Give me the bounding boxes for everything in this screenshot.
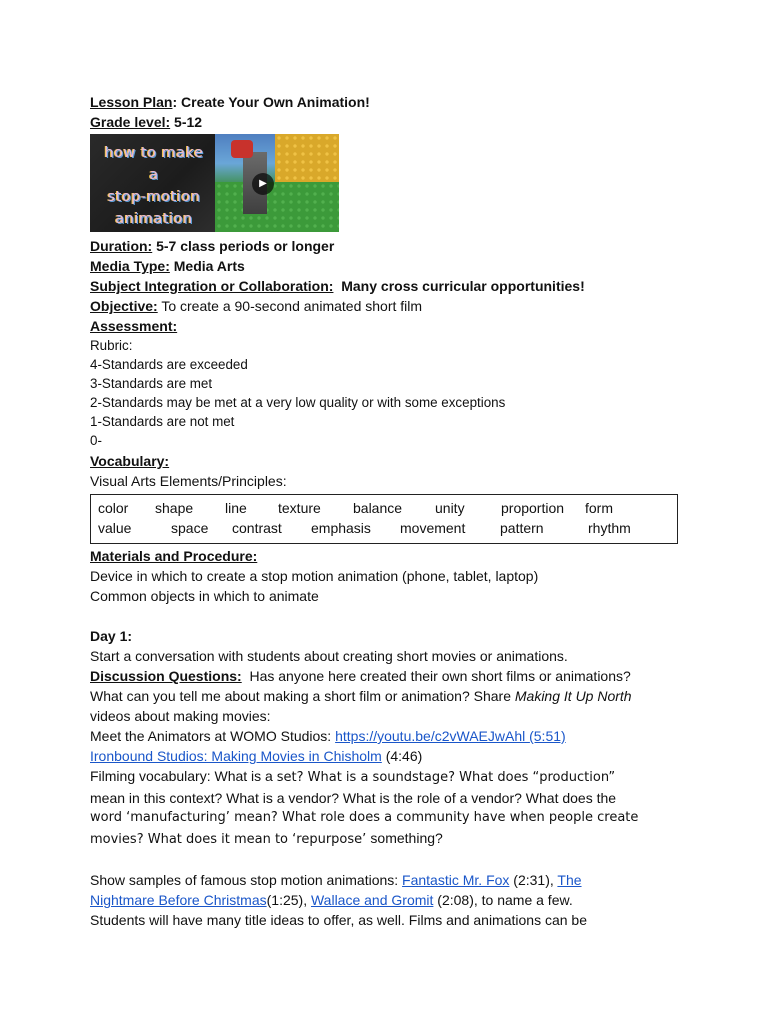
womo-line [90,726,690,746]
thumbnail-chalkboard [90,134,215,232]
thumbnail-line: stop-motion [107,189,201,205]
thumbnail-caption [94,142,214,230]
discussion-label: Discussion Questions: [90,668,242,684]
vocab-term: texture [278,500,321,516]
share-line [90,686,690,706]
vocabulary-row-2 [91,520,677,540]
share-text: What can you tell me about making a short film or animation? Share [90,688,515,704]
lego-grass [215,182,339,232]
title-line: Lesson Plan: Create Your Own Animation! [90,94,370,110]
subject-label: Subject Integration or Collaboration: [90,278,334,294]
grade-label: Grade level: [90,114,171,130]
vocab-term: contrast [232,520,282,536]
materials-line: Device in which to create a stop motion animation (phone, tablet, laptop) [90,568,539,584]
objective-line [90,296,690,316]
rubric-line: 3-Standards are met [90,376,213,391]
day1-intro: Start a conversation with students about creating short movies or animations. [90,648,568,664]
filming-line-1 [90,766,690,788]
fantastic-mr-fox-link[interactable]: Fantastic Mr. Fox [402,872,510,888]
day1-heading: Day 1: [90,628,133,644]
thumbnail-line: how to make [104,145,204,161]
discussion-line [90,666,690,686]
assessment-label: Assessment: [90,318,178,334]
title-label: Lesson Plan [90,94,173,110]
vocabulary-row-1 [91,500,677,520]
filming-text-b: set? What is a soundstage? What does “production” [276,770,616,785]
grade-line [90,112,690,132]
vocab-term: space [171,520,209,536]
media-type-line [90,256,690,276]
fox-time: (2:31), [509,872,558,888]
thumbnail-line: animation [115,211,193,227]
lego-figure [231,140,253,158]
samples-line-1 [90,870,690,890]
rubric-line: Rubric: [90,338,133,353]
vocabulary-label: Vocabulary: [90,453,170,469]
media-type-value: Media Arts [173,258,245,274]
rubric-list [90,336,690,450]
discussion-text: Has anyone here created their own short films or animations? [249,668,631,684]
womo-text: Meet the Animators at WOMO Studios: [90,728,336,744]
ironbound-link[interactable]: Ironbound Studios: Making Movies in Chisholm [90,748,382,764]
filming-line-4 [90,828,690,850]
media-type-label: Media Type: [90,258,170,274]
rubric-line: 4-Standards are exceeded [90,357,248,372]
duration-value: 5-7 class periods or longer [156,238,335,254]
wallace-time: (2:08), to name a few. [433,892,573,908]
nightmare-link-part2[interactable]: Nightmare Before Christmas [90,892,267,908]
samples-line-3: Students will have many title ideas to offer, as well. Films and animations can be [90,912,587,928]
vocab-term: emphasis [311,520,371,536]
thumbnail-line: a [149,167,159,183]
materials-line: Common objects in which to animate [90,588,319,604]
filming-text-4b: something? [370,830,443,846]
title-value: Create Your Own Animation! [181,94,370,110]
vocab-term: color [98,500,129,516]
womo-link[interactable]: https://youtu.be/c2vWAEJwAhl [335,728,530,744]
vocab-term: rhythm [588,520,631,536]
ironbound-time: (4:46) [381,748,423,764]
filming-text-a: Filming vocabulary: What is a [90,768,277,784]
vocab-term: form [585,500,613,516]
rubric-line: 2-Standards may be met at a very low quality or with some exceptions [90,395,506,410]
vocab-term: shape [155,500,194,516]
play-icon[interactable]: ▶ [252,173,274,195]
rubric-line: 1-Standards are not met [90,414,235,429]
vocab-term: movement [400,520,466,536]
vocab-term: line [225,500,247,516]
filming-line-2: mean in this context? What is a vendor? What is the role of a vendor? What does the [90,790,617,806]
rubric-line: 0- [90,433,102,448]
subject-value: Many cross curricular opportunities! [341,278,585,294]
nightmare-time: (1:25), [266,892,311,908]
share-italic: Making It Up North [514,688,632,704]
wallace-and-gromit-link[interactable]: Wallace and Gromit [310,892,434,908]
materials-label: Materials and Procedure: [90,548,258,564]
vocab-term: balance [353,500,403,516]
duration-line [90,236,690,256]
samples-text: Show samples of famous stop motion animations: [90,872,403,888]
vocab-term: unity [435,500,465,516]
video-thumbnail[interactable] [90,134,339,232]
nightmare-link-part1[interactable]: The [557,872,582,888]
vocab-term: pattern [500,520,544,536]
vocab-term: value [98,520,132,536]
vocabulary-subtitle: Visual Arts Elements/Principles: [90,473,287,489]
objective-label: Objective: [90,298,158,314]
duration-label: Duration: [90,238,153,254]
samples-line-2 [90,890,690,910]
lesson-plan-document [90,92,690,930]
grade-value: 5-12 [174,114,203,130]
ironbound-line [90,746,690,766]
vocabulary-table [90,494,678,544]
day1-label [90,626,690,646]
thumbnail-lego-scene [215,134,339,232]
subject-line [90,276,690,296]
womo-time[interactable]: (5:51) [529,728,566,744]
vocab-term: proportion [501,500,565,516]
objective-value: To create a 90-second animated short film [161,298,423,314]
videos-line: videos about making movies: [90,708,271,724]
filming-text-4a: movies? What does it mean to ‘repurpose’ [90,832,371,847]
filming-line-3: word ‘manufacturing’ mean? What role does a community have when people create [90,810,639,825]
